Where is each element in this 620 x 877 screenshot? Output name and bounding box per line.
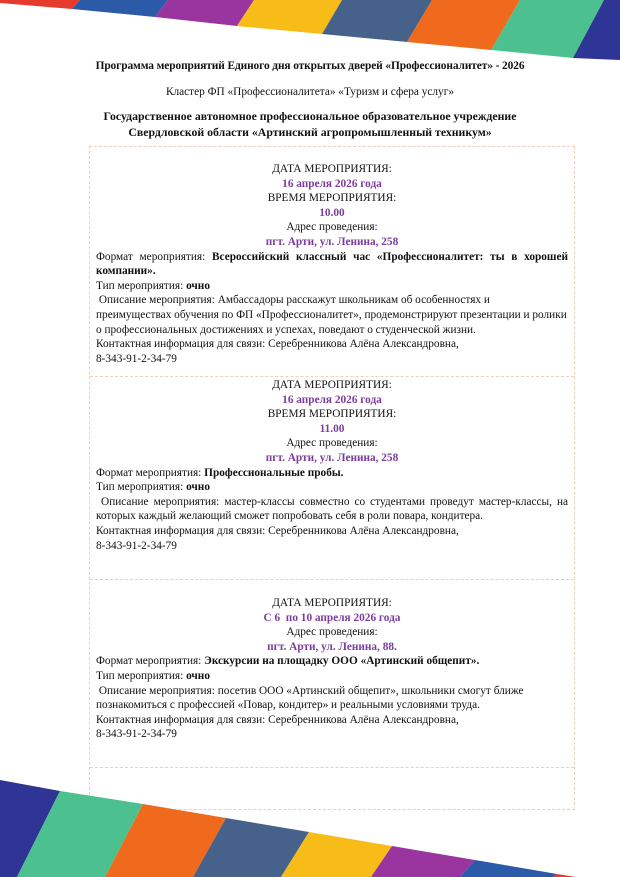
event-contact [96, 713, 568, 728]
description-value: Амбассадоры расскажут школьникам об особенностях и преимуществах обучения по ФП «Профессионалитет», продемонстрируют презентации и ролики о профессиональных достижениях и успехах, поведают о студенческой жизни. [96, 294, 567, 336]
organization-name [0, 108, 620, 140]
stripe-orange [407, 0, 520, 50]
description-label: Описание мероприятия: [98, 294, 215, 307]
empty-row [90, 768, 574, 810]
event-address: пгт. Арти, ул. Ленина, 258 [265, 235, 399, 248]
stripe-yellow [237, 0, 342, 34]
event-row [90, 580, 574, 768]
event-format [96, 654, 568, 669]
description-label: Описание мероприятия: [101, 495, 220, 508]
date-label: ДАТА МЕРОПРИЯТИЯ: [272, 379, 392, 391]
format-value: Профессиональные пробы. [204, 466, 344, 479]
event-address: пгт. Арти, ул. Ленина, 88. [267, 640, 397, 653]
address-label: Адрес проведения: [286, 626, 378, 639]
event-description [96, 684, 568, 713]
stripe-navy [0, 780, 60, 877]
date-label: ДАТА МЕРОПРИЯТИЯ: [272, 597, 392, 609]
event-format [96, 250, 568, 279]
events-table [89, 146, 575, 810]
event-format [96, 466, 568, 481]
type-label: Тип мероприятия: [96, 279, 184, 292]
event-type [96, 669, 568, 684]
format-label: Формат мероприятия: [96, 250, 206, 263]
event-contact [96, 524, 568, 539]
type-value: очно [186, 481, 210, 494]
stripe-red [0, 0, 80, 9]
stripe-yellow [281, 832, 392, 877]
time-label: ВРЕМЯ МЕРОПРИЯТИЯ: [267, 192, 397, 205]
event-row [90, 377, 574, 580]
stripe-purple [155, 0, 254, 26]
event-time: 11.00 [319, 422, 345, 435]
organization-line-2: Свердловской области «Артинский агропромышленный техникум» [128, 125, 492, 139]
contact-label: Контактная информация для связи: [96, 524, 266, 537]
contact-name: Серебренникова Алёна Александровна, [268, 524, 459, 537]
description-value: мастер-классы совместно со студентами проведут мастер-классы, на которых каждый желающий сможет попробовать себя в роли повара, кондитера. [96, 495, 568, 523]
event-date: 16 апреля 2026 года [282, 393, 382, 406]
contact-label: Контактная информация для связи: [96, 713, 266, 726]
cluster-subtitle: Кластер ФП «Профессионалитета» «Туризм и сфера услуг» [165, 86, 454, 98]
address-label: Адрес проведения: [286, 221, 378, 234]
format-value: Всероссийский классный час «Профессионалитет: ты в хорошей компании». [96, 250, 568, 278]
type-label: Тип мероприятия: [96, 481, 184, 494]
contact-phone: 8-343-91-2-34-79 [96, 728, 177, 741]
contact-name: Серебренникова Алёна Александровна, [268, 713, 459, 726]
contact-phone: 8-343-91-2-34-79 [96, 352, 177, 365]
contact-label: Контактная информация для связи: [96, 338, 266, 351]
event-type [96, 480, 568, 495]
contact-name: Серебренникова Алёна Александровна, [268, 338, 459, 351]
event-row [90, 147, 574, 377]
event-contact [96, 337, 568, 352]
stripe-blue [460, 860, 557, 877]
event-time: 10.00 [319, 206, 345, 219]
description-label: Описание мероприятия: [98, 684, 215, 697]
time-label: ВРЕМЯ МЕРОПРИЯТИЯ: [267, 408, 397, 421]
event-address: пгт. Арти, ул. Ленина, 258 [265, 451, 399, 464]
contact-phone: 8-343-91-2-34-79 [96, 539, 177, 552]
stripe-navy [573, 0, 620, 60]
date-label: ДАТА МЕРОПРИЯТИЯ: [272, 163, 392, 175]
event-description [96, 495, 568, 524]
format-label: Формат мероприятия: [96, 466, 202, 479]
description-value: посетив ООО «Артинский общепит», школьники смогут ближе познакомиться с профессией «Повар, кондитер» и реальными условиями труда. [96, 684, 524, 712]
event-description [96, 293, 568, 337]
stripe-purple [371, 846, 475, 877]
type-label: Тип мероприятия: [96, 669, 184, 682]
event-type [96, 279, 568, 294]
format-label: Формат мероприятия: [96, 655, 202, 668]
format-value: Экскурсии на площадку ООО «Артинский общепит». [204, 655, 480, 668]
organization-line-1: Государственное автономное профессиональное образовательное учреждение [103, 109, 517, 123]
stripe-green [491, 0, 604, 58]
type-value: очно [186, 669, 210, 682]
document-title: Программа мероприятий Единого дня открытых дверей «Профессионалитет» - 2026 [95, 60, 525, 72]
stripe-slate [193, 818, 309, 877]
stripe-blue [72, 0, 168, 17]
event-date: С 6 по 10 апреля 2026 года [263, 611, 401, 624]
event-date: 16 апреля 2026 года [282, 177, 382, 190]
address-label: Адрес проведения: [286, 437, 378, 450]
type-value: очно [186, 279, 210, 292]
stripe-orange [105, 804, 226, 877]
stripe-slate [322, 0, 432, 42]
